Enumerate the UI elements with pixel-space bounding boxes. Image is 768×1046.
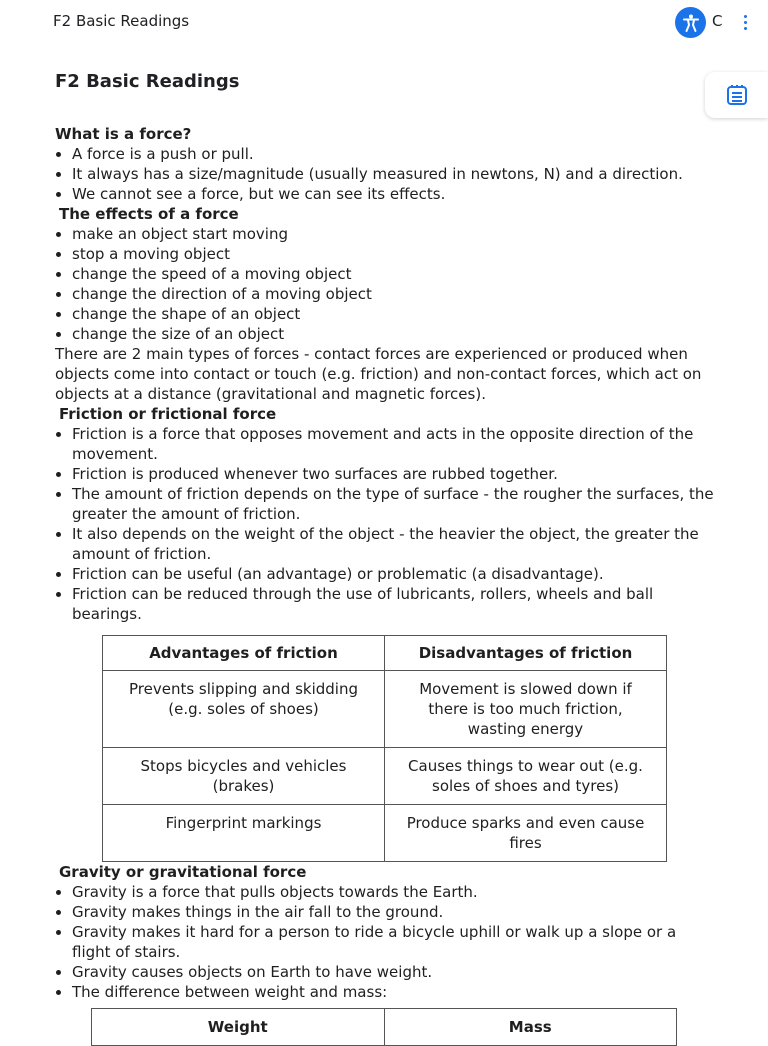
list-item: • Gravity makes things in the air fall to the ground. (72, 902, 715, 922)
list-item: • change the direction of a moving object (72, 284, 715, 304)
clipped-label: C (712, 12, 723, 30)
list-item: • We cannot see a force, but we can see its effects. (72, 184, 715, 204)
list-item: • The difference between weight and mass: (72, 982, 715, 1002)
table-cell: Causes things to wear out (e.g. soles of shoes and tyres) (385, 748, 667, 805)
friction-table (102, 635, 667, 862)
list-item: • Friction can be useful (an advantage) or problematic (a disadvantage). (72, 564, 715, 584)
document-title: F2 Basic Readings (53, 12, 190, 30)
list-item: • Gravity is a force that pulls objects towards the Earth. (72, 882, 715, 902)
types-paragraph: There are 2 main types of forces - contact forces are experienced or produced when objects come into contact or touch (e.g. friction) and non-contact forces, which act on objects at a distance (gravitational and magnetic forces). (55, 345, 702, 403)
table-cell: Fingerprint markings (103, 805, 385, 862)
list-item: • Friction is produced whenever two surfaces are rubbed together. (72, 464, 715, 484)
table-header: Disadvantages of friction (385, 636, 667, 671)
list-icon (725, 83, 749, 107)
table-cell: Produce sparks and even cause fires (385, 805, 667, 862)
table-header: Advantages of friction (103, 636, 385, 671)
table-row (103, 671, 667, 748)
list-item: • The amount of friction depends on the type of surface - the rougher the surfaces, the greater the amount of friction. (72, 484, 715, 524)
table-cell: Prevents slipping and skidding (e.g. soles of shoes) (103, 671, 385, 748)
accessibility-button[interactable] (675, 7, 706, 38)
list-item: • Gravity causes objects on Earth to have weight. (72, 962, 715, 982)
gravity-list (55, 882, 715, 1002)
list-item: • change the shape of an object (72, 304, 715, 324)
list-item: • stop a moving object (72, 244, 715, 264)
page-title: F2 Basic Readings (55, 71, 240, 92)
force-list (55, 144, 715, 204)
table-header-row (92, 1009, 677, 1046)
list-item: • change the size of an object (72, 324, 715, 344)
list-item: • make an object start moving (72, 224, 715, 244)
list-item: • change the speed of a moving object (72, 264, 715, 284)
section-heading-effects: The effects of a force (59, 205, 239, 223)
more-options-button[interactable] (736, 10, 754, 34)
accessibility-person-icon (681, 13, 701, 33)
weight-mass-table (91, 1008, 677, 1046)
top-bar (0, 0, 768, 44)
table-row (103, 748, 667, 805)
effects-list (55, 224, 715, 344)
list-item: • It always has a size/magnitude (usually measured in newtons, N) and a direction. (72, 164, 715, 184)
table-cell: Stops bicycles and vehicles (brakes) (103, 748, 385, 805)
list-item: • Gravity makes it hard for a person to ride a bicycle uphill or walk up a slope or a flight of stairs. (72, 922, 715, 962)
list-item: • Friction is a force that opposes movement and acts in the opposite direction of the movement. (72, 424, 715, 464)
section-heading-friction: Friction or frictional force (59, 405, 277, 423)
table-cell: Movement is slowed down if there is too much friction, wasting energy (385, 671, 667, 748)
table-header: Weight (92, 1009, 385, 1046)
table-header: Mass (384, 1009, 677, 1046)
section-heading-force: What is a force? (55, 125, 192, 143)
table-row (103, 805, 667, 862)
friction-list (55, 424, 715, 624)
list-item: • Friction can be reduced through the use of lubricants, rollers, wheels and ball bearings. (72, 584, 715, 624)
list-item: • It also depends on the weight of the object - the heavier the object, the greater the amount of friction. (72, 524, 715, 564)
section-heading-gravity: Gravity or gravitational force (59, 863, 307, 881)
list-item: • A force is a push or pull. (72, 144, 715, 164)
document-body (55, 70, 715, 1002)
more-vert-icon (744, 15, 747, 18)
table-header-row (103, 636, 667, 671)
